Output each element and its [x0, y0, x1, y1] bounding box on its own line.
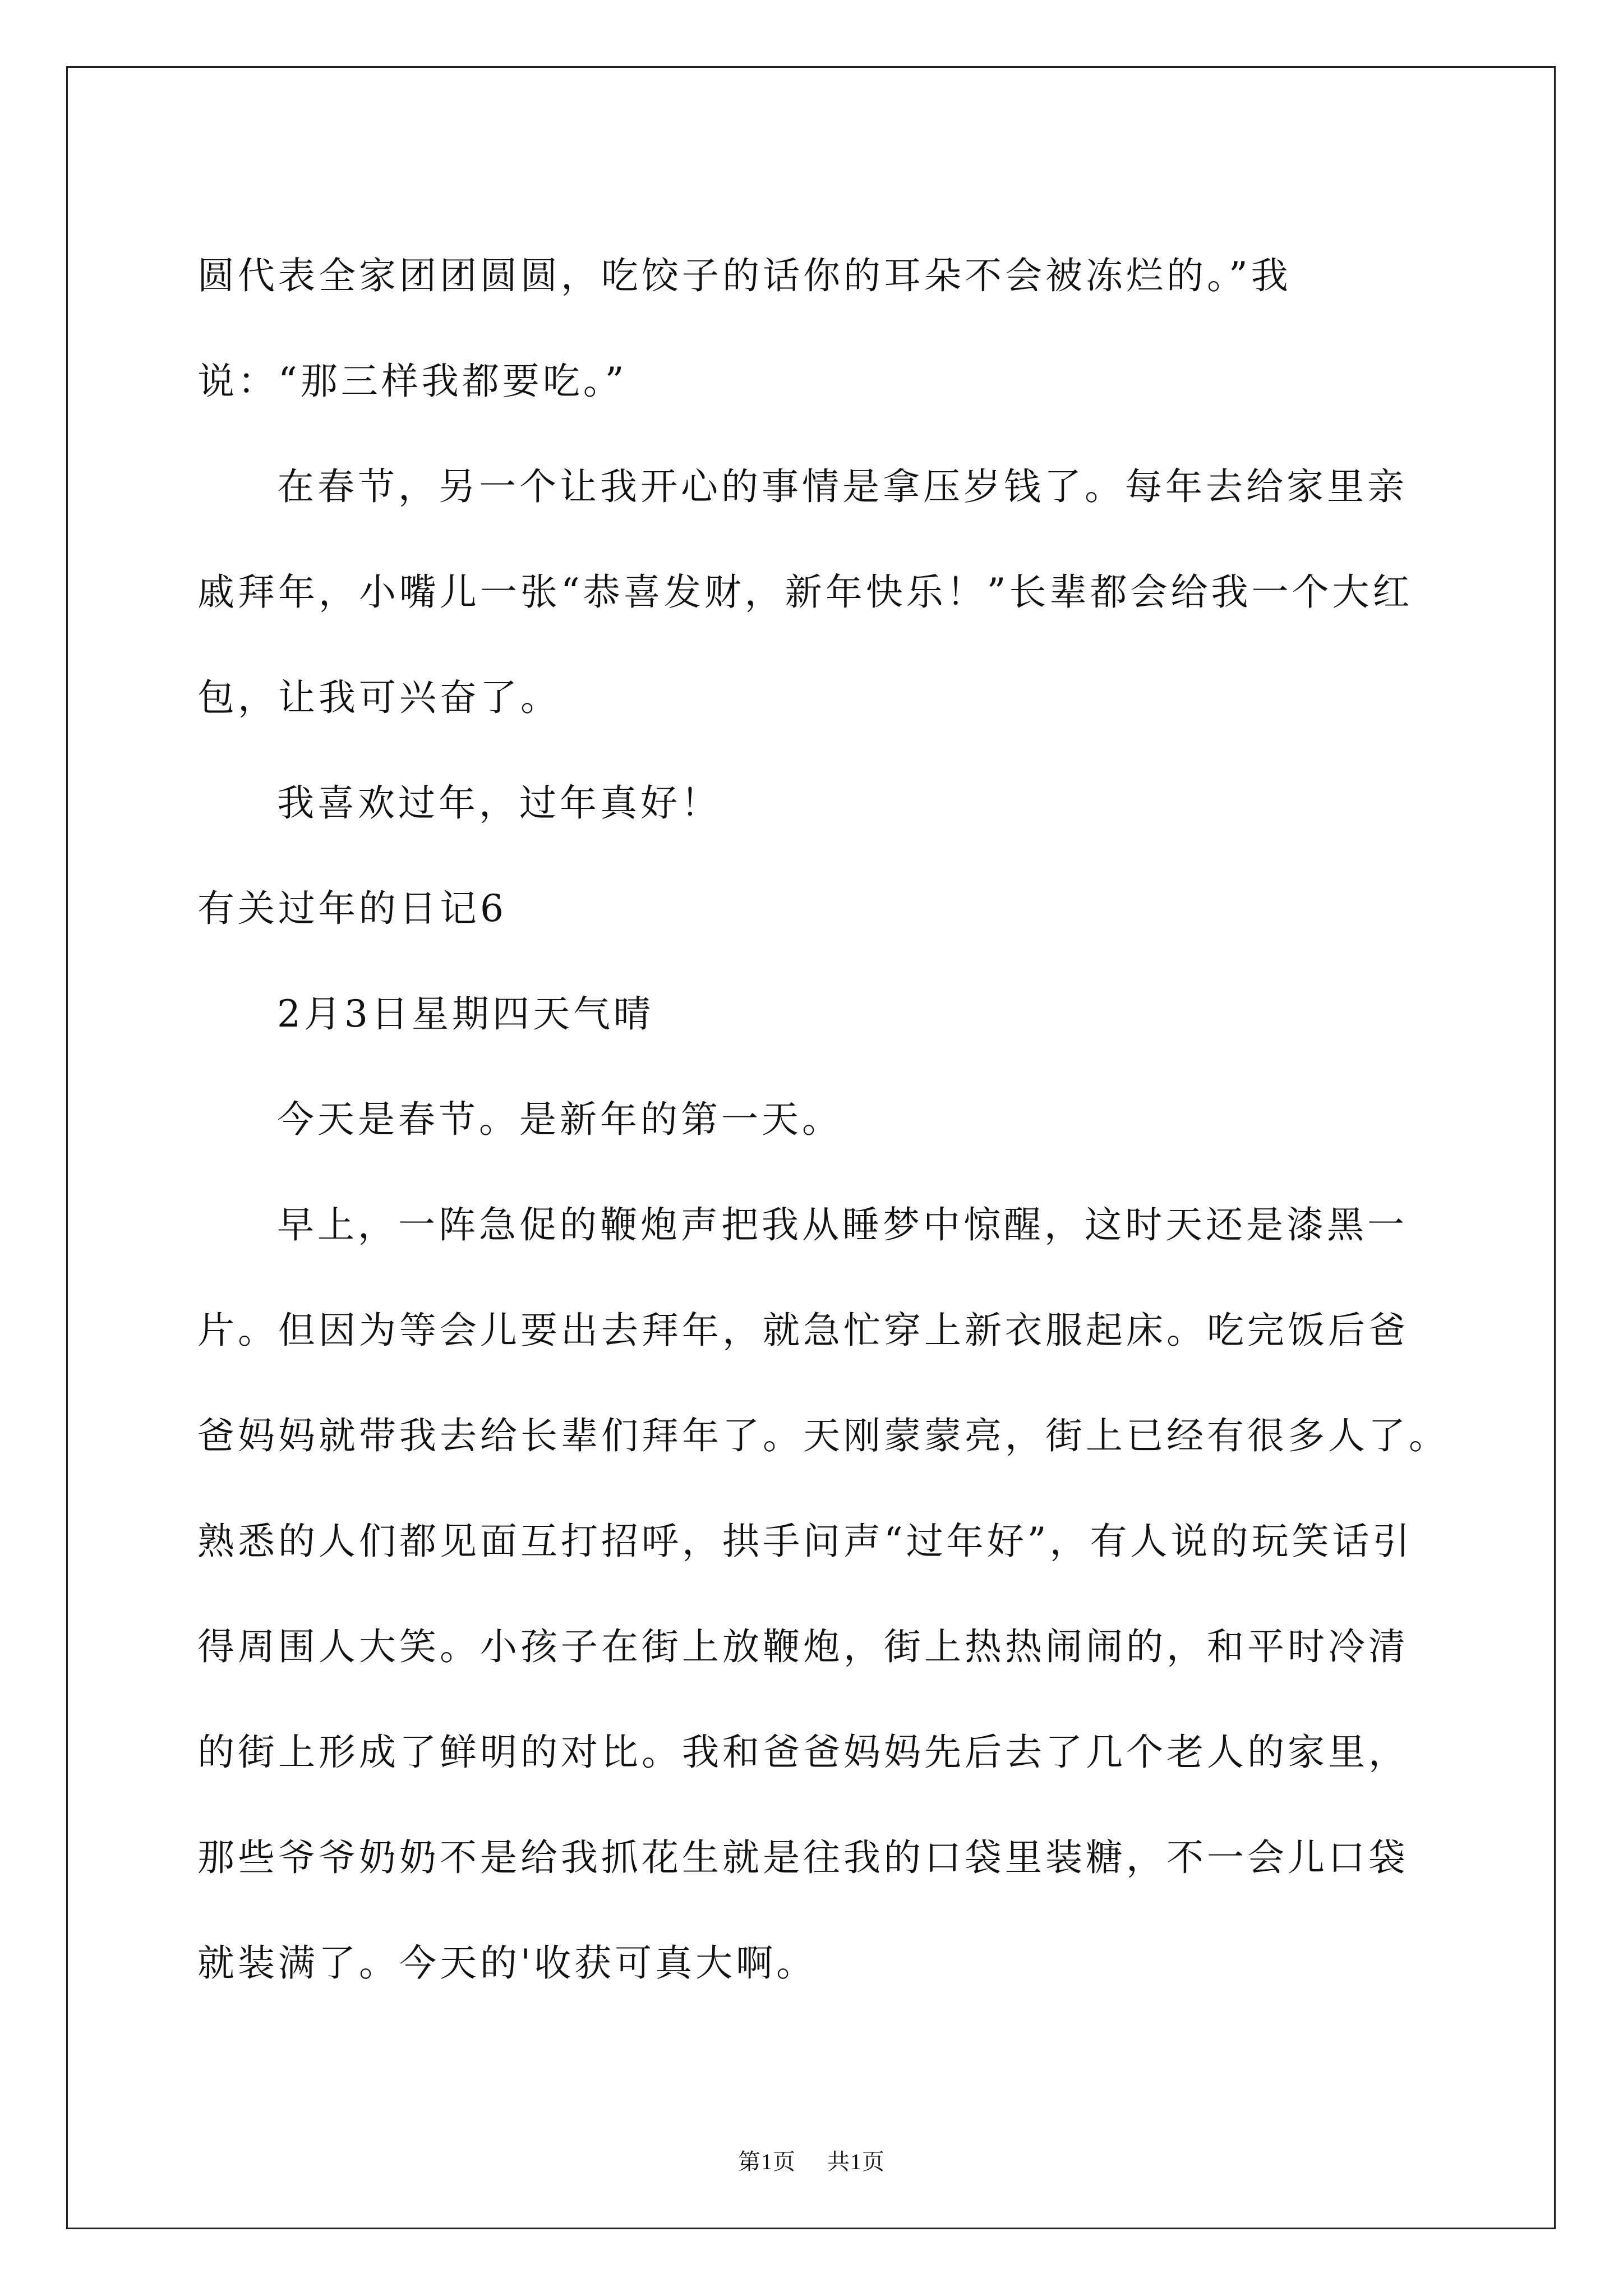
page-total: 共1页: [827, 2149, 885, 2174]
paragraph-line: 说：“那三样我都要吃。”: [197, 360, 628, 403]
paragraph-line: 得周围人大笑。小孩子在街上放鞭炮，街上热热闹闹的，和平时冷清: [197, 1625, 1409, 1668]
paragraph-line: 片。但因为等会儿要出去拜年，就急忙穿上新衣服起床。吃完饭后爸: [197, 1309, 1409, 1352]
paragraph-line: 那些爷爷奶奶不是给我抓花生就是往我的口袋里装糖，不一会儿口袋: [197, 1836, 1409, 1879]
paragraph-line: 早上，一阵急促的鞭炮声把我从睡梦中惊醒，这时天还是漆黑一: [277, 1203, 1408, 1246]
paragraph-line: 戚拜年，小嘴儿一张“恭喜发财，新年快乐！”长辈都会给我一个大红: [197, 570, 1413, 614]
paragraph-line: 我喜欢过年，过年真好！: [277, 781, 721, 825]
paragraph-line: 包，让我可兴奋了。: [197, 676, 561, 719]
paragraph-line: 的街上形成了鲜明的对比。我和爸爸妈妈先后去了几个老人的家里，: [197, 1731, 1409, 1774]
document-body: [197, 223, 1448, 2016]
page-number: 第1页: [738, 2149, 796, 2174]
paragraph-line: 在春节，另一个让我开心的事情是拿压岁钱了。每年去给家里亲: [277, 465, 1408, 508]
paragraph-line: 爸妈妈就带我去给长辈们拜年了。天刚蒙蒙亮，街上已经有很多人了。: [197, 1414, 1449, 1457]
page-footer: [0, 2144, 1623, 2176]
paragraph-line: 熟悉的人们都见面互打招呼，拱手问声“过年好”，有人说的玩笑话引: [197, 1520, 1413, 1563]
paragraph-line: 今天是春节。是新年的第一天。: [277, 1098, 842, 1141]
paragraph-line: 圆代表全家团团圆圆，吃饺子的话你的耳朵不会被冻烂的。”我: [197, 254, 1292, 297]
section-heading: 有关过年的日记6: [197, 887, 507, 930]
paragraph-line: 就装满了。今天的'收获可真大啊。: [197, 1941, 817, 1985]
diary-date-line: 2月3日星期四天气晴: [277, 992, 654, 1036]
